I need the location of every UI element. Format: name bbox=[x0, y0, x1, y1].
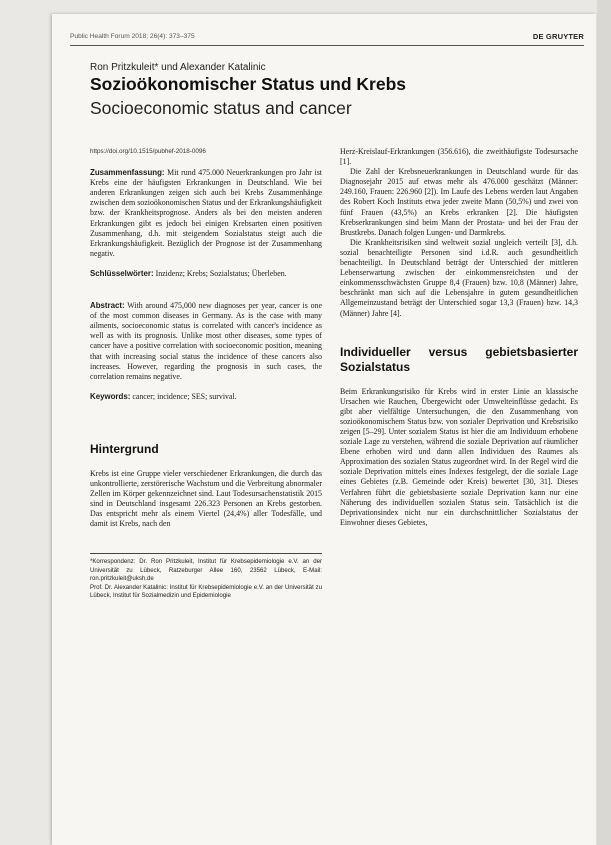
keywords-german-text: Inzidenz; Krebs; Sozialstatus; Überleben. bbox=[155, 268, 287, 278]
keywords-english-label: Keywords: bbox=[90, 391, 131, 401]
title-german: Sozioökonomischer Status und Krebs bbox=[90, 74, 407, 94]
paragraph-1: Herz-Kreislauf-Erkrankungen (356.616), die zweithäufigste Todesursache [1]. bbox=[340, 147, 578, 167]
right-column bbox=[340, 147, 578, 528]
keywords-german-label: Schlüsselwörter: bbox=[90, 268, 154, 278]
doi-link[interactable]: https://doi.org/10.1515/pubhef-2018-0096 bbox=[90, 148, 206, 155]
footnote-coauthor: Prof. Dr. Alexander Katalinic: Institut für Krebsepidemiologie e.V. an der Universität zu Lübeck, Institut für Sozialmedizin und Epidemiologie bbox=[90, 583, 322, 600]
scan-edge bbox=[597, 0, 611, 845]
abstract-german-text: Mit rund 475.000 Neuerkrankungen pro Jahr ist Krebs eine der häufigsten Erkrankungen in Deutschland. Wie bei anderen Erkrankungen zeigen sich auch bei Krebs Zusammenhänge zwischen dem sozioökonomischen Status und der Erkrankungshäufigkeit bzw. der Krankheitsprognose. Anders als bei den meisten anderen Erkrankungen gibt es jedoch bei einigen Krebsarten einen positiven Zusammenhang, d.h. mit steigendem Sozialstatus steigt auch die Erkrankungshäufigkeit. Bezüglich der Prognose ist der Zusammenhang negativ. bbox=[90, 168, 322, 258]
title-english: Socioeconomic status and cancer bbox=[90, 98, 352, 118]
footnote-correspondence: *Korrespondenz: Dr. Ron Pritzkuleit, Institut für Krebsepidemiologie e.V. an der Universität zu Lübeck, Ratzeburger Allee 160, 23562 Lübeck, E-Mail: ron.pritzkuleit@uksh.de bbox=[90, 558, 322, 583]
keywords-english bbox=[90, 392, 322, 402]
paper-page bbox=[52, 14, 596, 845]
paragraph-3: Die Krankheitsrisiken sind weltweit sozial ungleich verteilt [3], d.h. sozial benachteiligte Personen sind i.d.R. auch gesundheitlich benachteiligt. In Deutschland beträgt der Unterschied der mittleren Lebenserwartung zwischen der einkommensreichsten und der einkommensschwächsten Gruppe 8,4 (Frauen) bzw. 10,8 (Männer) Jahre, beschränkt man sich auf die Lebensjahre in gutem gesundheitlichen Allgemeinzustand beträgt der Unterschied sogar 13,3 (Frauen) bzw. 14,3 (Männer) Jahre [4]. bbox=[340, 237, 578, 318]
running-header bbox=[70, 28, 584, 44]
keywords-english-text: cancer; incidence; SES; survival. bbox=[132, 391, 237, 401]
section-heading-individueller: Individueller versus gebietsbasierter Sozialstatus bbox=[340, 344, 578, 374]
section-individueller-text: Beim Erkrankungsrisiko für Krebs wird in erster Linie an klassische Ursachen wie Rauchen, Übergewicht oder Umwelteinflüsse gedacht. Es gibt aber vielfältige Untersuchungen, die den Zusammenhang von sozioökonomischem Status bzw. von sozialer Deprivation und Krebsrisiko zeigen [5–29]. Unter sozialem Status ist hier die am Individuum erhobene soziale Lage zu verstehen, während die soziale Deprivation auf räumlicher Ebene erhoben wird und dann allen Individuen des Raumes als Approximation des sozialen Status zugeordnet wird. In der Regel wird die soziale Deprivation mittels eines Indexes festgelegt, der die soziale Lage eines Gebietes (z.B. Gemeinde oder Kreis) bewertet [30, 31]. Dieses Verfahren führt die gebietsbasierte soziale Deprivation kann nur eine Näherung des individuellen sozialen Status sein. Tatsächlich ist die Deprivationsindex nicht nur ein durchschnittlicher Sozialstatus der Einwohner dieses Gebietes, bbox=[340, 386, 578, 527]
keywords-german bbox=[90, 269, 322, 279]
publisher-logo: DE GRUYTER bbox=[532, 31, 584, 41]
abstract-english-text: With around 475,000 new diagnoses per year, cancer is one of the most common diseases in Germany. As is the case with many ailments, socioeconomic status is correlated with cancer's incidence as well as with its prognosis. Unlike most other diseases, some types of cancer have a positive correlation with socioeconomic position, meaning that with increasing social status the incidence of these cancers also increases. However, regarding the prognosis in such cases, the correlation remains negative. bbox=[90, 301, 322, 381]
abstract-english-label: Abstract: bbox=[90, 301, 125, 311]
section-hintergrund-text: Krebs ist eine Gruppe vieler verschiedener Erkrankungen, die durch das unkontrollierte, zerstörerische Wachstum und die Verbreitung abnormaler Zellen im Körper gekennzeichnet sind. Laut Todesursachenstatistik 2015 sind in Deutschland insgesamt 226.323 Personen an Krebs gestorben. Das entspricht mehr als einem Viertel (24,4%) aller Todesfälle, und damit ist Krebs, nach den bbox=[90, 468, 322, 529]
footnote-rule bbox=[90, 553, 322, 554]
abstract-english bbox=[90, 301, 322, 382]
journal-citation: Public Health Forum 2018; 26(4): 373–375 bbox=[70, 32, 195, 40]
abstract-german bbox=[90, 168, 322, 259]
left-column bbox=[90, 147, 322, 600]
header-rule bbox=[70, 45, 584, 46]
authors: Ron Pritzkuleit* und Alexander Katalinic bbox=[90, 62, 266, 73]
abstract-german-label: Zusammenfassung: bbox=[90, 168, 165, 178]
paragraph-2: Die Zahl der Krebsneuerkrankungen in Deutschland wurde für das Diagnosejahr 2015 auf etwas mehr als 476.000 geschätzt (Männer: 249.160, Frauen: 226.960 [2]). Im Laufe des Lebens werden laut Angaben des Robert Koch Instituts etwa jeder zweite Mann (50,5%) und zwei von fünf Frauen (43,5%) an Krebs erkranken [2]. Die häufigsten Krebserkrankungen sind beim Mann der Prostata- und bei der Frau der Brustkrebs. Danach folgen Lungen- und Darmkrebs. bbox=[340, 167, 578, 237]
section-heading-hintergrund: Hintergrund bbox=[90, 441, 159, 456]
